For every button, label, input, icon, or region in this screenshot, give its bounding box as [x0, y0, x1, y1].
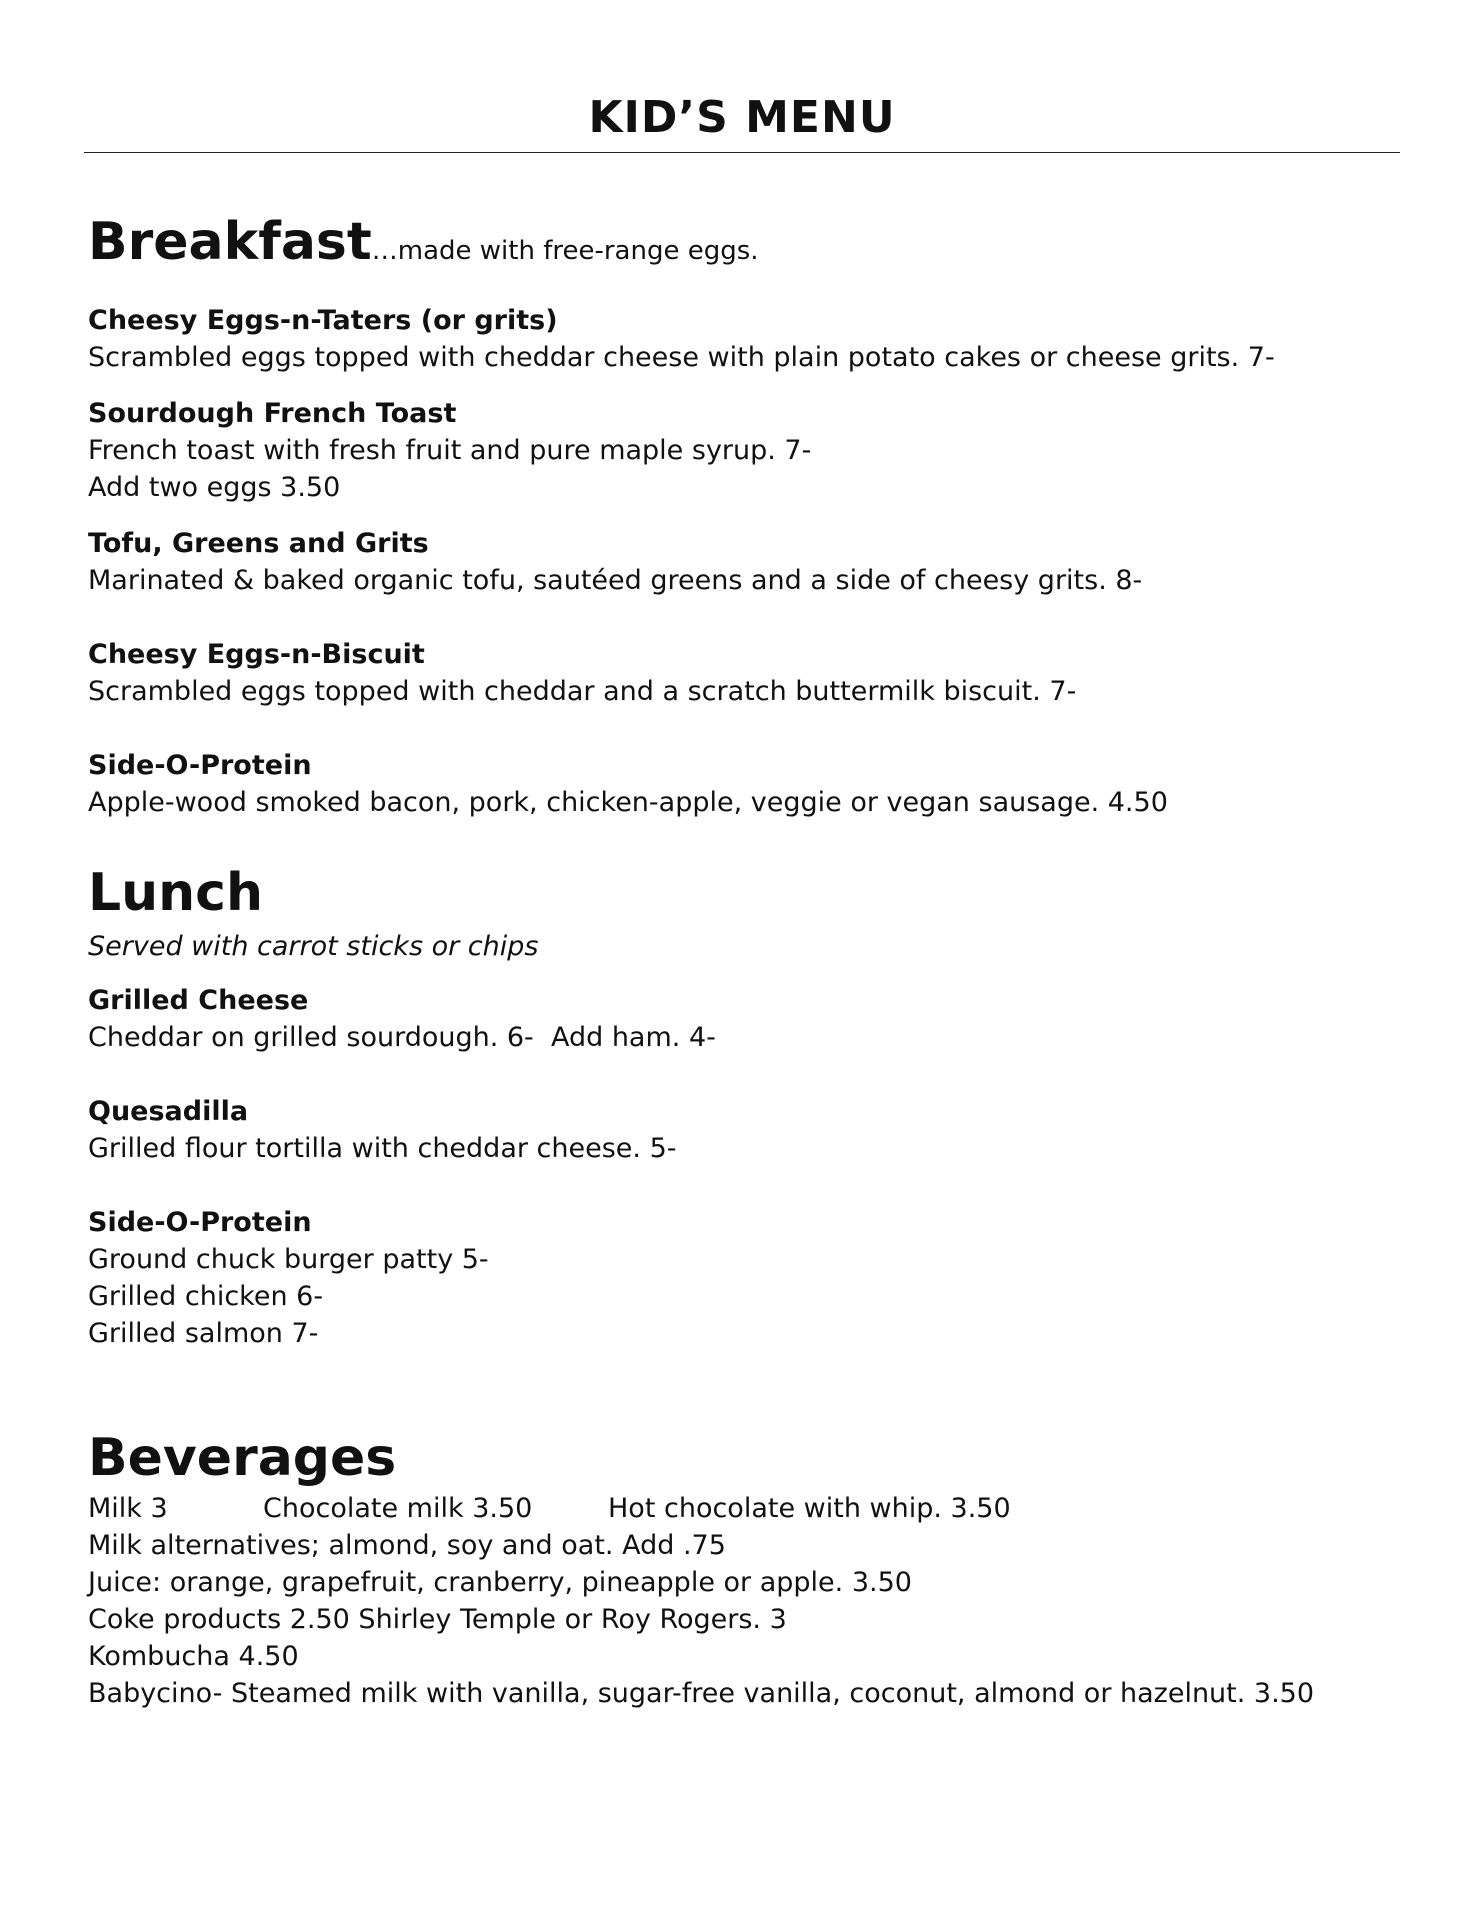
item-description: Apple-wood smoked bacon, pork, chicken-apple, veggie or vegan sausage. 4.50 [88, 787, 1168, 818]
item-name: Tofu, Greens and Grits [88, 528, 429, 559]
lunch-section [88, 863, 1398, 965]
breakfast-item [88, 636, 1398, 710]
breakfast-tagline: …made with free-range eggs. [371, 236, 759, 266]
item-description: Marinated & baked organic tofu, sautéed greens and a side of cheesy grits. 8- [88, 565, 1143, 596]
beverages-section [88, 1428, 1398, 1712]
item-description: French toast with fresh fruit and pure maple syrup. 7- [88, 435, 812, 466]
item-description: Grilled chicken 6- [88, 1281, 324, 1312]
menu-title: KID’S MENU [588, 92, 896, 143]
beverages-heading: Beverages [88, 1428, 397, 1488]
item-name: Sourdough French Toast [88, 398, 457, 429]
title-divider [84, 152, 1400, 153]
breakfast-item [88, 747, 1398, 821]
item-name: Cheesy Eggs-n-Biscuit [88, 639, 425, 670]
breakfast-heading-text: Breakfast [88, 212, 372, 272]
lunch-item [88, 982, 1398, 1056]
breakfast-heading [88, 212, 1398, 281]
beverage-line: Juice: orange, grapefruit, cranberry, pineapple or apple. 3.50 [88, 1567, 912, 1598]
beverage-item: Chocolate milk 3.50 [263, 1493, 533, 1524]
item-description: Grilled flour tortilla with cheddar cheese. 5- [88, 1133, 677, 1164]
beverage-row [88, 1490, 1398, 1527]
beverage-line: Coke products 2.50 Shirley Temple or Roy Rogers. 3 [88, 1604, 787, 1635]
lunch-item [88, 1093, 1398, 1167]
lunch-subtitle: Served with carrot sticks or chips [88, 931, 539, 962]
item-description: Grilled salmon 7- [88, 1318, 319, 1349]
beverage-line: Kombucha 4.50 [88, 1641, 299, 1672]
item-description: Scrambled eggs topped with cheddar and a scratch buttermilk biscuit. 7- [88, 676, 1077, 707]
item-description: Ground chuck burger patty 5- [88, 1244, 489, 1275]
beverage-item: Hot chocolate with whip. 3.50 [608, 1493, 1011, 1524]
breakfast-item [88, 525, 1398, 599]
item-description: Scrambled eggs topped with cheddar cheese with plain potato cakes or cheese grits. 7- [88, 342, 1275, 373]
item-description: Cheddar on grilled sourdough. 6- Add ham. 4- [88, 1022, 716, 1053]
breakfast-item [88, 395, 1398, 506]
breakfast-item [88, 302, 1398, 376]
lunch-heading: Lunch [88, 863, 264, 923]
item-name: Side-O-Protein [88, 1207, 312, 1238]
item-name: Quesadilla [88, 1096, 249, 1127]
breakfast-section [88, 212, 1398, 281]
beverage-line: Babycino- Steamed milk with vanilla, sugar-free vanilla, coconut, almond or hazelnut. 3.50 [88, 1678, 1315, 1709]
beverage-item: Milk 3 [88, 1493, 168, 1524]
item-name: Side-O-Protein [88, 750, 312, 781]
item-addon: Add two eggs 3.50 [88, 472, 341, 503]
item-name: Cheesy Eggs-n-Taters (or grits) [88, 305, 558, 336]
lunch-item [88, 1204, 1398, 1352]
item-name: Grilled Cheese [88, 985, 309, 1016]
beverage-line: Milk alternatives; almond, soy and oat. Add .75 [88, 1530, 726, 1561]
